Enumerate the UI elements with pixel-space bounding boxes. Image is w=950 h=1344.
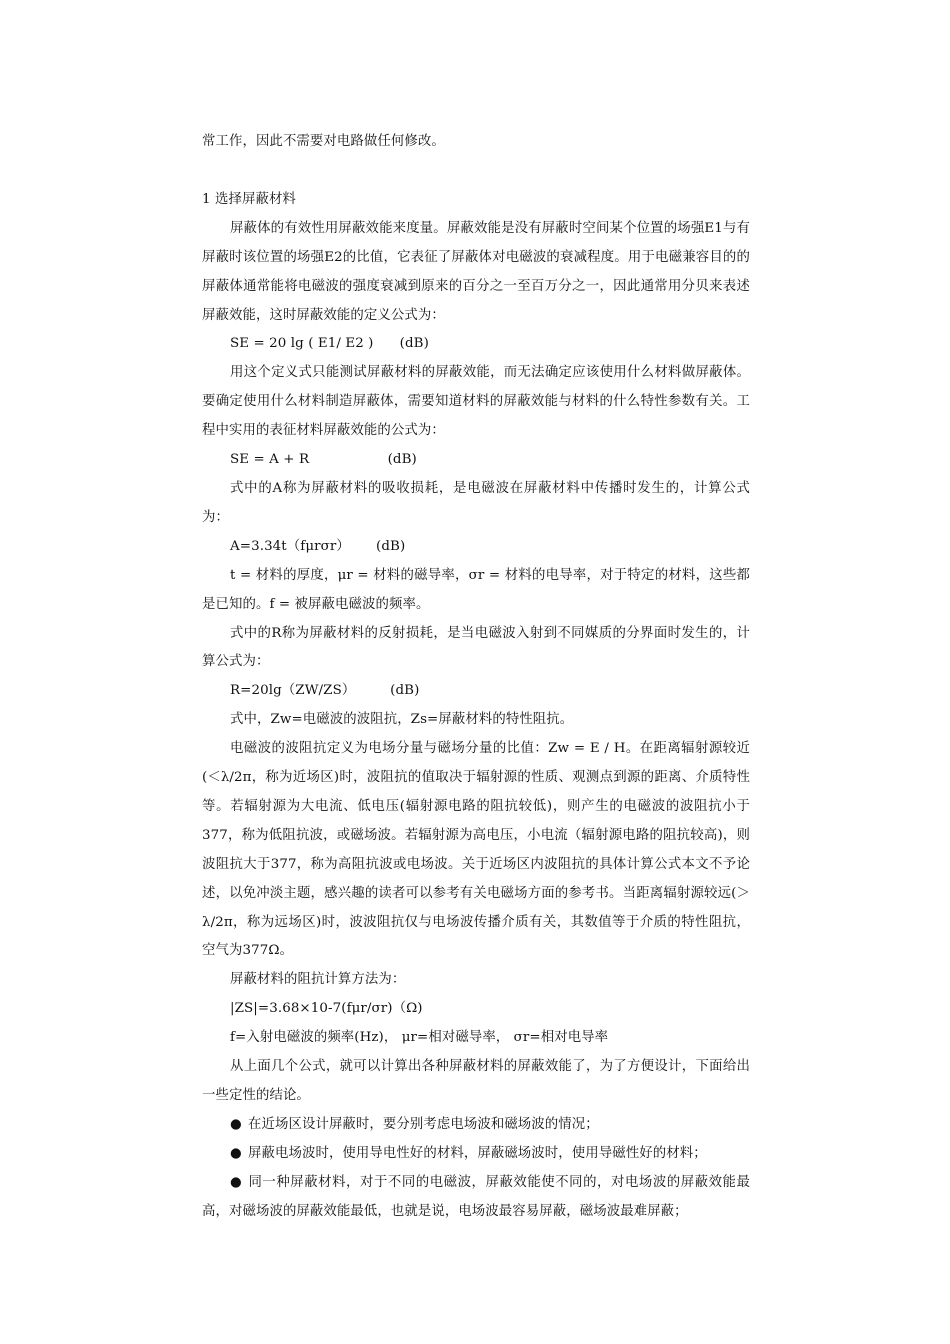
paragraph-gap	[202, 157, 750, 186]
formula-se-sum: SE = A + R (dB)	[230, 452, 417, 468]
paragraph-wave-impedance: 电磁波的波阻抗定义为电场分量与磁场分量的比值：Zw = E / H。在距离辐射源较近(＜λ/2π，称为近场区)时，波阻抗的值取决于辐射源的性质、观测点到源的距离、介质特性等。若辐射源为大电流、低电压(辐射源电路的阻抗较低)，则产生的电磁波的波阻抗小于377，称为低阻抗波，或磁场波。若辐射源为高电压，小电流（辐射源电路的阻抗较高)，则波阻抗大于377，称为高阻抗波或电场波。关于近场区内波阻抗的具体计算公式本文不予论述，以免冲淡主题，感兴趣的读者可以参考有关电磁场方面的参考书。当距离辐射源较远(＞λ/2π，称为远场区)时，波波阻抗仅与电场波传播介质有关，其数值等于介质的特性阻抗，空气为377Ω。	[202, 741, 750, 959]
formula-reflection: R=20lg（ZW/ZS） (dB)	[230, 683, 420, 699]
paragraph-reflection-loss: 式中的R称为屏蔽材料的反射损耗，是当电磁波入射到不同媒质的分界面时发生的，计算公式为：	[202, 625, 750, 670]
paragraph-variable-definitions: t = 材料的厚度，μr = 材料的磁导率，σr = 材料的电导率，对于特定的材料，这些都是已知的。f = 被屏蔽电磁波的频率。	[202, 567, 750, 612]
bullet-item	[202, 1169, 750, 1227]
paragraph-material-parameters: 用这个定义式只能测试屏蔽材料的屏蔽效能，而无法确定应该使用什么材料做屏蔽体。要确定使用什么材料制造屏蔽体，需要知道材料的屏蔽效能与材料的什么特性参数有关。工程中实用的表征材料屏蔽效能的公式为：	[202, 365, 750, 439]
bullet-icon: ●	[230, 1145, 242, 1161]
formula-se-definition: SE = 20 lg ( E1/ E2 ) (dB)	[230, 336, 429, 352]
formula-absorption: A=3.34t（fμrσr） (dB)	[230, 538, 406, 554]
paragraph-frequency-definitions: f=入射电磁波的频率(Hz)， μr=相对磁导率， σr=相对电导率	[230, 1030, 609, 1046]
document-body	[202, 128, 750, 1227]
bullet-item	[202, 1111, 750, 1140]
paragraph-impedance-method: 屏蔽材料的阻抗计算方法为：	[230, 972, 406, 988]
bullet-icon: ●	[230, 1116, 242, 1132]
bullet-icon: ●	[230, 1174, 242, 1190]
section-heading: 1 选择屏蔽材料	[202, 191, 296, 207]
bullet-text: 同一种屏蔽材料，对于不同的电磁波，屏蔽效能使不同的，对电场波的屏蔽效能最高，对磁场波的屏蔽效能最低，也就是说，电场波最容易屏蔽，磁场波最难屏蔽；	[202, 1174, 750, 1219]
bullet-text: 在近场区设计屏蔽时，要分别考虑电场波和磁场波的情况；	[248, 1116, 599, 1132]
bullet-item	[202, 1140, 750, 1169]
continuation-line: 常工作，因此不需要对电路做任何修改。	[202, 134, 445, 149]
formula-material-impedance: |ZS|=3.68×10-7(fμr/σr)（Ω)	[230, 1001, 423, 1017]
paragraph-absorption-loss: 式中的A称为屏蔽材料的吸收损耗，是电磁波在屏蔽材料中传播时发生的，计算公式为：	[202, 480, 750, 525]
paragraph-conclusions-intro: 从上面几个公式，就可以计算出各种屏蔽材料的屏蔽效能了，为了方便设计，下面给出一些定性的结论。	[202, 1059, 750, 1103]
bullet-text: 屏蔽电场波时，使用导电性好的材料，屏蔽磁场波时，使用导磁性好的材料；	[248, 1145, 707, 1161]
paragraph-shielding-effectiveness: 屏蔽体的有效性用屏蔽效能来度量。屏蔽效能是没有屏蔽时空间某个位置的场强E1与有屏蔽时该位置的场强E2的比值，它表征了屏蔽体对电磁波的衰减程度。用于电磁兼容目的的屏蔽体通常能将电磁波的强度衰减到原来的百分之一至百万分之一，因此通常用分贝来表述屏蔽效能，这时屏蔽效能的定义公式为：	[202, 220, 750, 323]
paragraph-impedance-definitions: 式中，Zw=电磁波的波阻抗，Zs=屏蔽材料的特性阻抗。	[230, 712, 574, 728]
